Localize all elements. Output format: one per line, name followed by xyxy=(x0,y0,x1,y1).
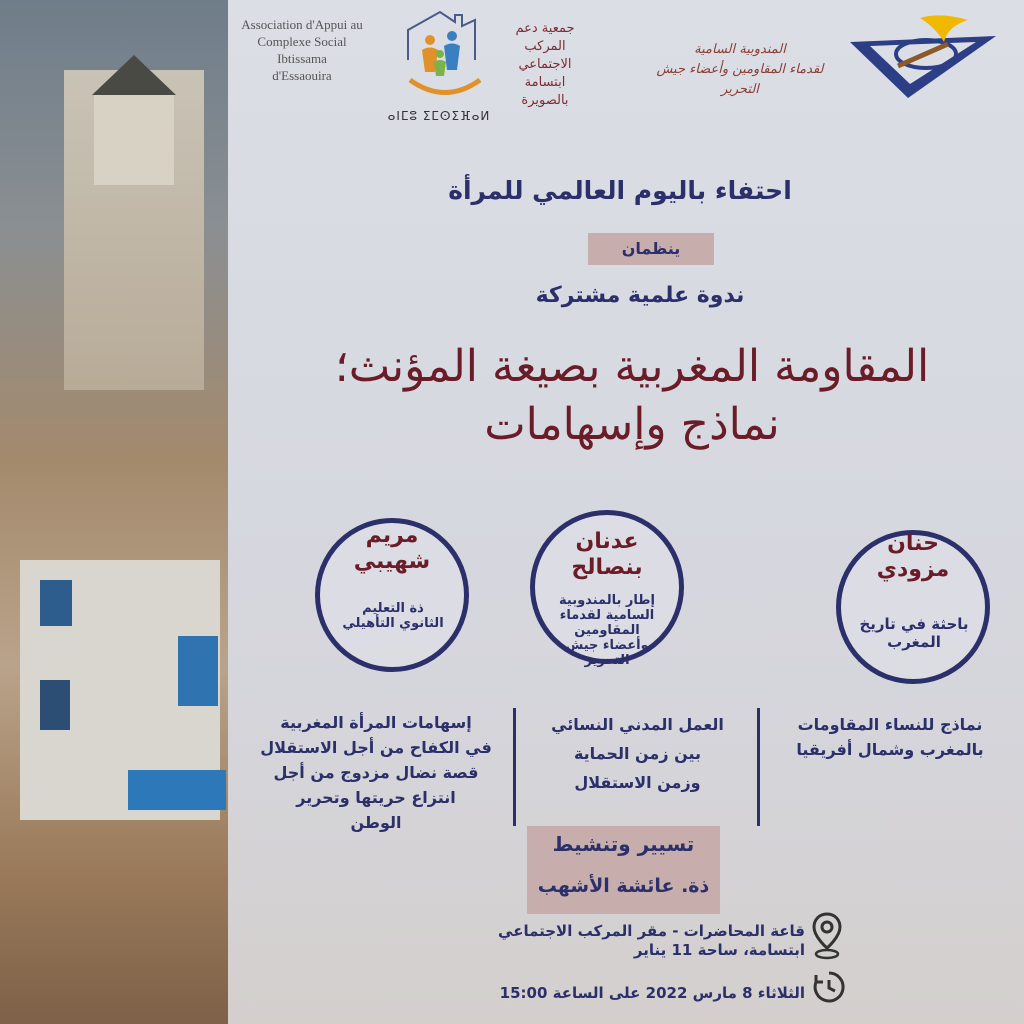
org-fr-line: Ibtissama xyxy=(277,51,327,66)
talk-line: إسهامات المرأة المغربية xyxy=(280,713,472,732)
organize-label: ينظمان xyxy=(588,233,714,265)
tower-roof-shape xyxy=(92,55,176,95)
window-shape xyxy=(40,680,70,730)
awning-shape xyxy=(128,770,226,810)
speaker-name-line: عدنان xyxy=(575,529,639,554)
talk-line: الوطن xyxy=(350,813,402,832)
background-photo xyxy=(0,0,228,1024)
talk-line: بالمغرب وشمال أفريقيا xyxy=(796,740,984,759)
event-title: احتفاء باليوم العالمي للمرأة xyxy=(448,176,792,205)
speaker-name xyxy=(320,523,464,575)
window-shape xyxy=(178,636,218,706)
clock-icon xyxy=(812,970,846,1004)
high-commission-line: المندوبية السامية xyxy=(694,42,786,57)
theme-line: نماذج وإسهامات xyxy=(484,399,780,450)
window-shape xyxy=(40,580,72,626)
speaker-role: إطار بالمندوبية السامية لقدماء المقاومين وأعضاء جيش التحرير xyxy=(559,593,655,668)
event-datetime: الثلاثاء 8 مارس 2022 على الساعة 15:00 xyxy=(499,984,805,1002)
event-type: ندوة علمية مشتركة xyxy=(535,283,745,308)
location-pin-icon xyxy=(812,912,842,960)
talk-line: العمل المدني النسائي xyxy=(551,715,724,734)
org-fr-line: d'Essaouira xyxy=(272,68,332,83)
talk-title xyxy=(770,712,1010,762)
speaker-name-line: حنان xyxy=(887,531,939,556)
association-name-tifinagh: ⴰⵏⵎⵓ ⵉⵎⵙⵉⴼⴰⵍ xyxy=(387,109,491,123)
moderation-label: تسيير وتنشيط xyxy=(552,832,695,856)
theme-line: المقاومة المغربية بصيغة المؤنث؛ xyxy=(334,341,930,392)
speaker-name-line: مريم xyxy=(365,523,419,548)
high-commission-logo xyxy=(848,14,998,100)
org-ar-line: بالصويرة xyxy=(521,93,569,108)
tower-top-shape xyxy=(94,95,174,185)
venue-line: ابتسامة، ساحة 11 يناير xyxy=(633,941,805,959)
org-ar-line: ابتسامة xyxy=(524,75,566,90)
speaker-role: باحثة في تاريخ المغرب xyxy=(859,615,969,651)
talk-line: في الكفاح من أجل الاستقلال xyxy=(260,738,492,757)
speaker-role: ذة التعليم الثانوي التأهيلي xyxy=(342,601,444,631)
org-fr-line: Complexe Social xyxy=(257,34,347,49)
talk-line: قصة نضال مزدوج من أجل xyxy=(273,763,479,782)
talk-line: نماذج للنساء المقاومات xyxy=(797,715,983,734)
speaker-name xyxy=(535,529,679,581)
association-logo xyxy=(400,10,490,105)
association-name-french xyxy=(232,16,372,84)
speaker-name-line: شهيبي xyxy=(353,549,431,574)
association-name-arabic xyxy=(500,20,590,110)
speaker-name-line: بنصالح xyxy=(571,555,643,580)
talk-line: وزمن الاستقلال xyxy=(574,773,701,792)
org-ar-line: المركب الاجتماعي xyxy=(518,39,572,72)
org-ar-line: جمعية دعم xyxy=(515,21,575,36)
talk-line: بين زمن الحماية xyxy=(573,744,702,763)
speaker-card xyxy=(315,518,469,672)
divider xyxy=(757,708,760,826)
speaker-card xyxy=(530,510,684,668)
venue-line: قاعة المحاضرات - مقر المركب الاجتماعي xyxy=(498,922,805,940)
moderator-name: ذة. عائشة الأشهب xyxy=(537,875,710,897)
talk-line: انتزاع حريتها وتحرير xyxy=(296,788,456,807)
seminar-theme xyxy=(240,338,1024,454)
talk-title xyxy=(245,710,507,835)
high-commission-name xyxy=(640,40,840,100)
venue xyxy=(470,922,805,960)
org-fr-line: Association d'Appui au xyxy=(241,17,363,32)
speaker-card xyxy=(836,530,990,684)
speaker-name-line: مزودي xyxy=(876,557,950,582)
high-commission-line: لقدماء المقاومين وأعضاء جيش التحرير xyxy=(656,62,824,97)
talk-title xyxy=(525,712,750,795)
divider xyxy=(513,708,516,826)
speaker-name xyxy=(841,531,985,583)
